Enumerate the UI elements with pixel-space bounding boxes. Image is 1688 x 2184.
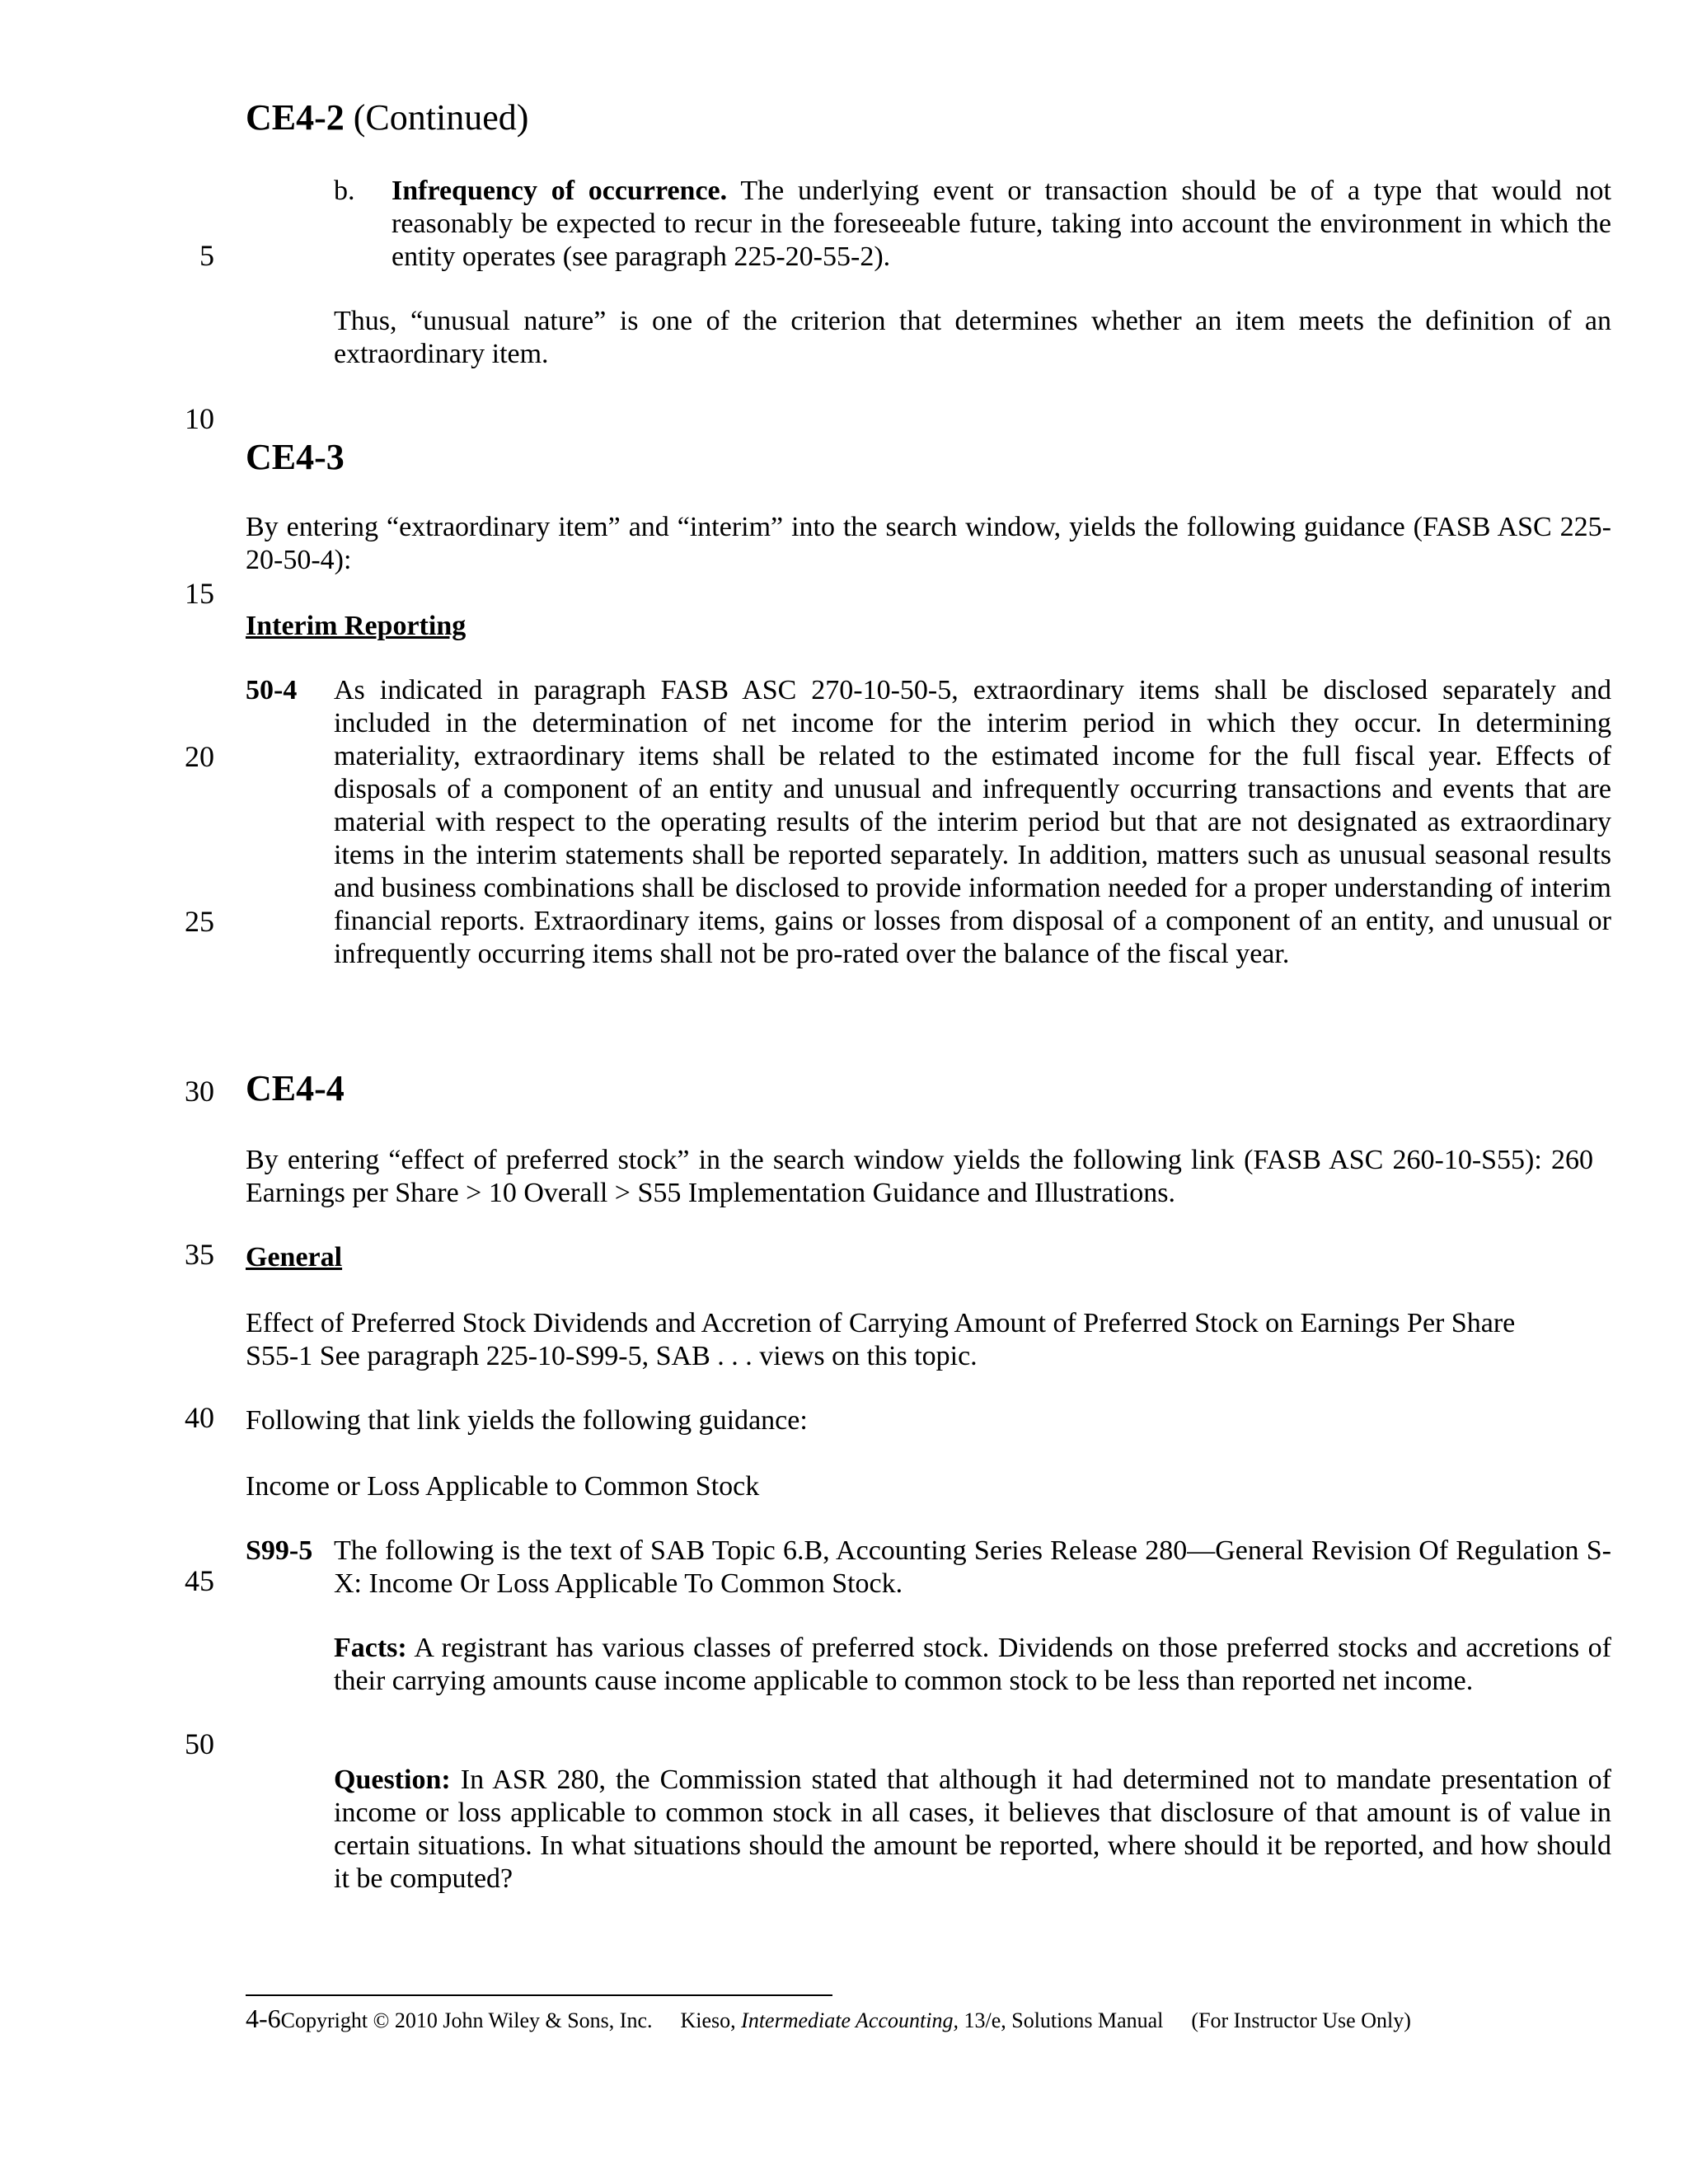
continued-label: (Continued) bbox=[353, 97, 529, 138]
ce4-3-intro: By entering “extraordinary item” and “interim” into the search window, yields the following guidance (FASB ASC 225-20-50-4): bbox=[246, 512, 1611, 575]
subheading-general: General bbox=[246, 1242, 343, 1272]
line-number: 20 bbox=[185, 740, 214, 773]
page-number: 4-6 bbox=[246, 2004, 281, 2033]
footer-rule bbox=[246, 1994, 832, 1996]
line-number: 5 bbox=[199, 239, 214, 272]
ce4-2-conclusion: Thus, “unusual nature” is one of the criterion that determines whether an item meets the definition of an extraordinary item. bbox=[334, 306, 1611, 369]
section-heading-label: CE4-2 bbox=[246, 97, 345, 138]
item-b-title: Infrequency of occurrence. bbox=[392, 176, 728, 206]
line-number: 50 bbox=[185, 1727, 214, 1760]
paragraph-50-4: As indicated in paragraph FASB ASC 270-10-50-5, extraordinary items shall be disclosed separately and included in the determination of net income for the interim period in which they occur. In determining materiality, extraordinary items shall be related to the estimated income for the full fiscal year. Effects of disposals of a component of an entity and unusual and infrequently occurring transactions and events that are material with respect to the operating results of the interim period but that are not designated as extraordinary items in the interim statements shall be reported separately. In addition, matters such as unusual seasonal results and business combinations shall be disclosed to provide information needed for a proper understanding of interim financial reports. Extraordinary items, gains or losses from disposal of a component of an entity, and unusual or infrequently occurring items shall not be pro-rated over the balance of the fiscal year. bbox=[334, 675, 1611, 969]
line-number: 40 bbox=[185, 1401, 214, 1434]
paragraph-s99-5: The following is the text of SAB Topic 6.B, Accounting Series Release 280—General Revision Of Regulation S-X: Income Or Loss Applicable To Common Stock. bbox=[334, 1535, 1611, 1599]
line-number: 35 bbox=[185, 1238, 214, 1271]
line-number: 45 bbox=[185, 1564, 214, 1597]
footer-edition: 13/e, Solutions Manual bbox=[964, 2008, 1164, 2032]
effect-title: Effect of Preferred Stock Dividends and Accretion of Carrying Amount of Preferred Stock on Earnings Per Share bbox=[246, 1308, 1516, 1338]
ce4-4-intro: By entering “effect of preferred stock” in the search window yields the following link (FASB ASC 260-10-S55): 260 Earnings per Share > 10 Overall > S55 Implementation Guidance and Illustrations. bbox=[246, 1145, 1593, 1208]
following-guidance: Following that link yields the following guidance: bbox=[246, 1405, 808, 1436]
footer-copyright: Copyright © 2010 John Wiley & Sons, Inc. bbox=[280, 2008, 653, 2032]
section-heading-ce4-4: CE4-4 bbox=[246, 1068, 345, 1108]
footer-book-title: Intermediate Accounting, bbox=[741, 2008, 959, 2032]
footer-author: Kieso, bbox=[680, 2008, 736, 2032]
item-b-paragraph bbox=[392, 175, 1611, 274]
section-heading-ce4-3: CE4-3 bbox=[246, 437, 345, 477]
income-title: Income or Loss Applicable to Common Stock bbox=[246, 1471, 760, 1502]
effect-reference: S55-1 See paragraph 225-10-S99-5, SAB . . . views on this topic. bbox=[246, 1341, 978, 1371]
paragraph-tag: S99-5 bbox=[246, 1535, 313, 1566]
item-b-text: The underlying event or transaction should be of a type that would not reasonably be expected to recur in the foreseeable future, taking into account the environment in which the entity operates (see paragraph 225-20-55-2). bbox=[392, 176, 1612, 272]
list-marker: b. bbox=[334, 176, 355, 206]
facts-paragraph bbox=[334, 1632, 1611, 1698]
facts-label: Facts: bbox=[334, 1633, 407, 1663]
footer-note: (For Instructor Use Only) bbox=[1191, 2008, 1411, 2032]
line-number: 25 bbox=[185, 905, 214, 938]
line-number: 30 bbox=[185, 1075, 214, 1108]
question-paragraph bbox=[334, 1764, 1611, 1896]
section-heading-ce4-2 bbox=[246, 97, 528, 138]
facts-text: A registrant has various classes of preferred stock. Dividends on those preferred stocks and accretions of their carrying amounts cause income applicable to common stock to be less than reported net income. bbox=[334, 1633, 1611, 1696]
subheading-interim-reporting: Interim Reporting bbox=[246, 611, 467, 641]
line-number: 10 bbox=[185, 402, 214, 435]
line-number: 15 bbox=[185, 577, 214, 610]
question-label: Question: bbox=[334, 1765, 451, 1795]
page-footer bbox=[246, 2004, 1411, 2036]
paragraph-tag: 50-4 bbox=[246, 675, 298, 705]
question-text: In ASR 280, the Commission stated that although it had determined not to mandate presentation of income or loss applicable to common stock in all cases, it believes that disclosure of that amount is of value in certain situations. In what situations should the amount be reported, where should it be reported, and how should it be computed? bbox=[334, 1765, 1612, 1894]
